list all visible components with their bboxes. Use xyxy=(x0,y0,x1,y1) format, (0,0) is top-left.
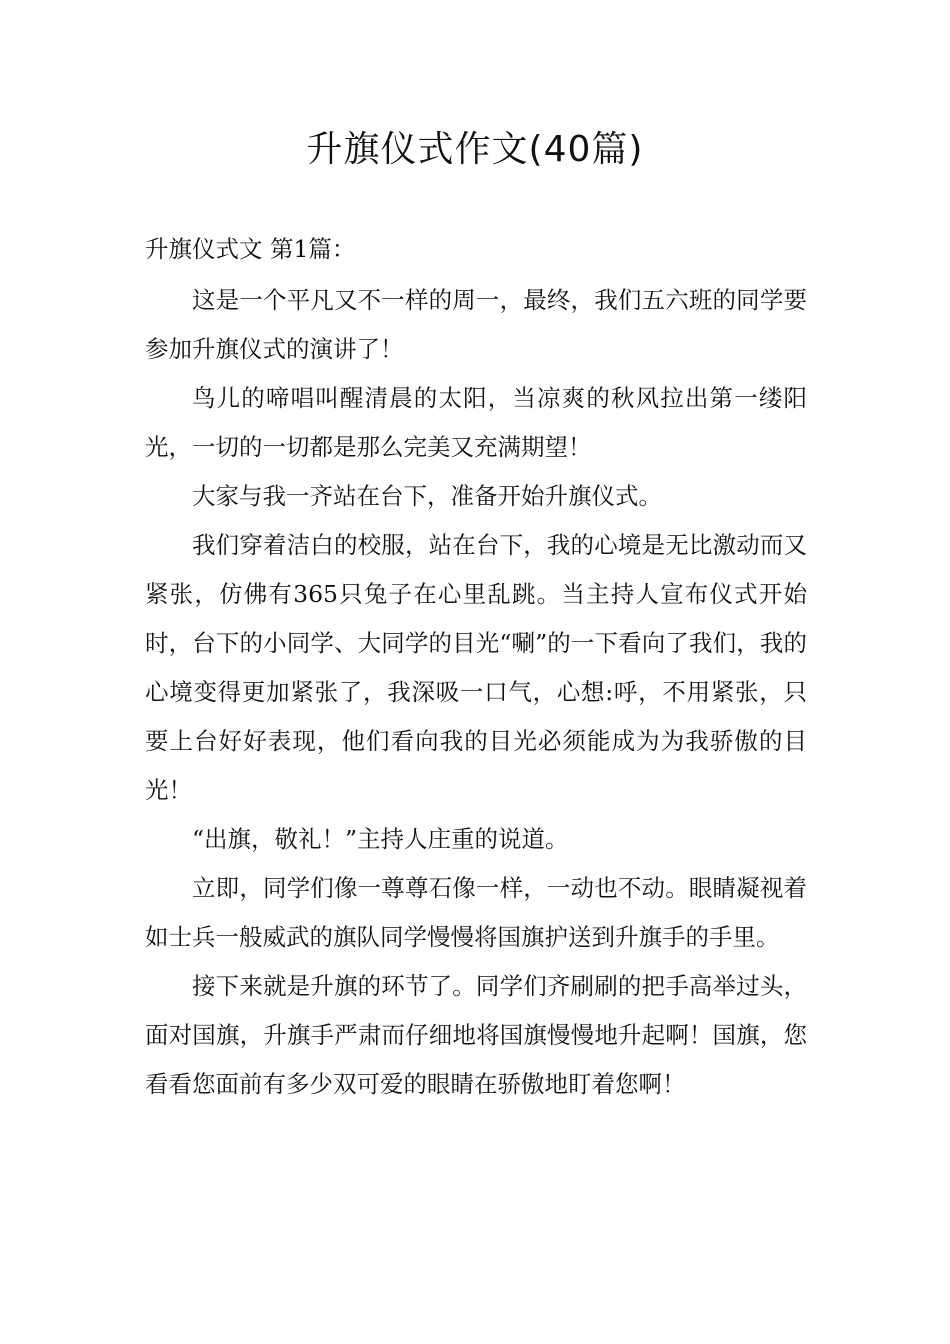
paragraph: “出旗，敬礼！”主持人庄重的说道。 xyxy=(192,825,569,853)
paragraph: 我们穿着洁白的校服，站在台下，我的心境是无比激动而又紧张，仿佛有365只兔子在心里乱跳。当主持人宣布仪式开始时，台下的小同学、大同学的目光“唰”的一下看向了我们，我的心境变得更加紧张了，我深吸一口气，心想:呼，不用紧张，只要上台好好表现，他们看向我的目光必须能成为为我骄傲的目光！ xyxy=(145,531,807,804)
paragraph: 这是一个平凡又不一样的周一，最终，我们五六班的同学要参加升旗仪式的演讲了！ xyxy=(145,286,807,363)
paragraph: 立即，同学们像一尊尊石像一样，一动也不动。眼睛凝视着如士兵一般威武的旗队同学慢慢将国旗护送到升旗手的手里。 xyxy=(145,874,807,951)
section-heading: 升旗仪式文 第1篇： xyxy=(145,235,356,263)
document-title: 升旗仪式作文(40篇) xyxy=(306,129,644,170)
document-body xyxy=(145,225,807,1109)
paragraph: 鸟儿的啼唱叫醒清晨的太阳，当凉爽的秋风拉出第一缕阳光，一切的一切都是那么完美又充满期望！ xyxy=(145,384,807,461)
paragraph: 大家与我一齐站在台下，准备开始升旗仪式。 xyxy=(192,482,662,510)
paragraph: 接下来就是升旗的环节了。同学们齐刷刷的把手高举过头，面对国旗，升旗手严肃而仔细地将国旗慢慢地升起啊！国旗，您看看您面前有多少双可爱的眼睛在骄傲地盯着您啊！ xyxy=(145,972,807,1098)
